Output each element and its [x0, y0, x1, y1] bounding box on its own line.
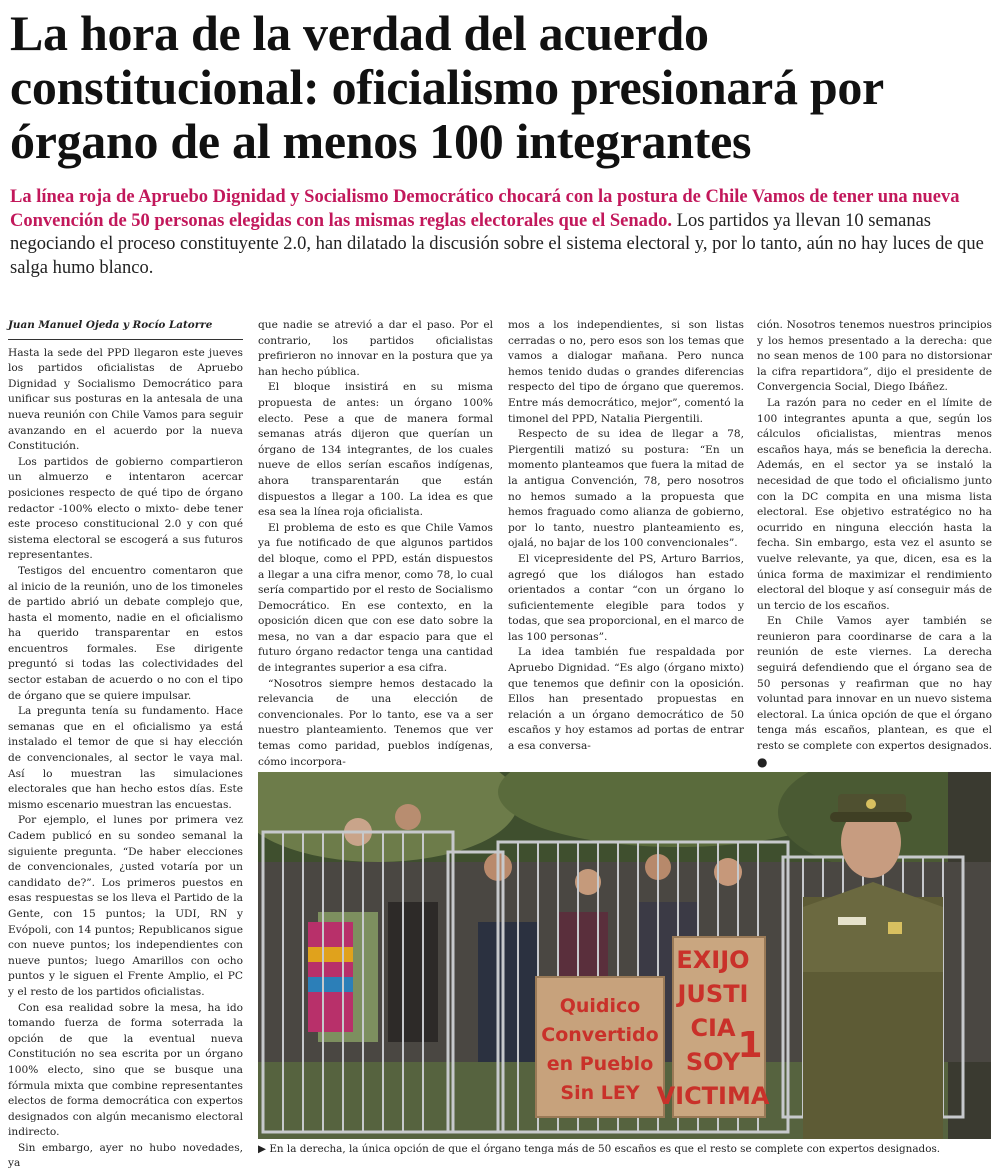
sign-right-line: VICTIMA — [656, 1082, 770, 1110]
byline: Juan Manuel Ojeda y Rocío Latorre — [8, 318, 243, 340]
paragraph: La pregunta tenía su fundamento. Hace semanas que en el oficialismo ya está instalado el temor de que si hay elección de convencionales, al sector le vaya mal. Así lo muestran las simulaciones electorales que han hecho estos días. Este mismo escenario muestran las encuestas. — [8, 705, 243, 811]
paragraph: Los partidos de gobierno compartieron un almuerzo e intentaron acercar posiciones respecto de qué tipo de órgano redactor -100% electo o mixto- debe tener este proceso constitucional 2.0 y con qué sistema electoral se escogerá a sus futuros representantes. — [8, 455, 243, 562]
paragraph: Con esa realidad sobre la mesa, ha ido tomando fuerza de forma soterrada la opción de que la eventual nueva Constitución no sea escrita por un órgano 100% electo, sino que se busque una fórmula mixta que combine representantes electos de forma democrática con expertos designados con algún mecanismo electoral indirecto. — [8, 1001, 243, 1139]
column-1 — [8, 318, 243, 1172]
caption-text: En la derecha, la única opción de que el órgano tenga más de 50 escaños es que el resto se complete con expertos designados. — [269, 1143, 941, 1155]
sign-left-line: en Pueblo — [546, 1053, 654, 1075]
column-4 — [757, 318, 992, 771]
paragraph: La idea también fue respaldada por Apruebo Dignidad. “Es algo (órgano mixto) que tenemos que definir con la oposición. Ellos han presentado propuestas en relación a un órgano democrático de 50 escaños y hoy estamos ad portas de entrar a esa conversa- — [508, 646, 744, 753]
paragraph — [757, 614, 992, 771]
paragraph: La razón para no ceder en el límite de 100 integrantes apunta a que, según los cálculos oficialistas, mientras menos escaños haya, más se beneficia la derecha. Además, en el sector ya se instaló la necesidad de que todo el oficialismo junto con la DC compita en una misma lista electoral. Ese objetivo estratégico no ha ocurrido en ninguna elección hasta la fecha. Sin embargo, esta vez el asunto se vuelve relevante, ya que, dicen, esa es la única forma de maximizar el rendimiento electoral del bloque y así conseguir más de un tercio de los escaños. — [757, 396, 992, 612]
paragraph: Testigos del encuentro comentaron que al inicio de la reunión, uno de los timoneles de partido abrió un debate complejo que, hasta el momento, nadie en el oficialismo ha querido transparentar en estos encuentros formales. Ese dirigente preguntó si todas las colectividades del sector estaban de acuerdo o no con el tipo de órgano que se quiere impulsar. — [8, 564, 243, 702]
photo-caption — [258, 1142, 993, 1156]
article-deck — [10, 186, 985, 280]
paragraph: Hasta la sede del PPD llegaron este jueves los partidos oficialistas de Apruebo Dignidad y Socialismo Democrático para unificar sus posturas en la antesala de una nueva reunión con Chile Vamos para seguir avanzando en el acuerdo por la nueva Constitución. — [8, 346, 243, 453]
sign-left-line: Convertido — [541, 1024, 659, 1046]
sign-left-line: Quidico — [559, 995, 641, 1017]
sign-right-line: CIA — [690, 1014, 736, 1042]
column-3 — [508, 318, 744, 755]
paragraph-text: En Chile Vamos ayer también se reunieron para coordinarse de cara a la reunión de este viernes. La derecha seguirá defendiendo que el órgano sea de 50 personas y reafirman que no hay voluntad para innovar en un nuevo sistema electoral. La única opción de que el órgano tenga más escaños, plantean, es que el resto se complete con expertos designados. — [757, 615, 992, 753]
paragraph: El bloque insistirá en su misma propuesta de antes: un órgano 100% electo. Pese a que de manera formal semanas atrás dijeron que querían un órgano de 134 integrantes, de los cuales nueve de ellos serían escaños indígenas, ahora transparentarán que están dispuestos a llegar a 100. La idea es que esa sea la línea roja oficialista. — [258, 381, 493, 519]
paragraph: mos a los independientes, si son listas cerradas o no, pero esos son los temas que vamos a dialogar mañana. Pero nunca hemos tenido dudas o grandes diferencias respecto del tipo de órgano que queremos. Entre más democrático, mejor”, comentó la timonel del PPD, Natalia Piergentili. — [508, 319, 744, 425]
paragraph: que nadie se atrevió a dar el paso. Por el contrario, los partidos oficialistas prefirieron no innovar en la postura que ya han hecho pública. — [258, 319, 493, 378]
paragraph: Sin embargo, ayer no hubo novedades, ya — [8, 1141, 243, 1170]
paragraph: Por ejemplo, el lunes por primera vez Cadem publicó en su sondeo semanal la siguiente pregunta. “De haber elecciones de convencionales, ¿usted votaría por un candidato de?”. Los primeros puestos en esas respuestas se los lleva el Partido de la Gente, con 15 puntos; la UDI, RN y Evópoli, con 14 puntos; Republicanos sigue con nueve puntos; los independientes con nueve puntos; luego Amarillos con ocho puntos y le siguen el Frente Amplio, el PC y el resto de los partidos oficialistas. — [8, 814, 243, 998]
paragraph: El problema de esto es que Chile Vamos ya fue notificado de que algunos partidos del bloque, como el PPD, están dispuestos a llegar a una cifra menor, como 78, lo cual sería compartido por el resto de Socialismo Democrático. En ese contexto, en la oposición dicen que con ese dato sobre la mesa, no van a dar espacio para que el futuro órgano redactor tenga una cantidad de integrantes superior a esa cifra. — [258, 521, 493, 675]
column-2 — [258, 318, 493, 770]
paragraph: Respecto de su idea de llegar a 78, Piergentili matizó su postura: “En un momento planteamos que fuera la mitad de la antigua Convención, 78, pero nosotros no hemos sumado a la propuesta que hemos fraguado como alianza de gobierno, por lo tanto, nuestro planteamiento es, ojalá, no bajar de los 100 convencionales”. — [508, 428, 744, 550]
paragraph: “Nosotros siempre hemos destacado la relevancia de una elección de convencionales. Por lo tanto, ese va a ser nuestro planteamiento. Tenemos que ver temas como paridad, pueblos indígenas, cómo incorpora- — [258, 677, 493, 768]
sign-right-line: JUSTI — [677, 980, 749, 1008]
caption-arrow-icon: ▶ — [258, 1143, 266, 1155]
deck-rest: Los partidos ya llevan 10 semanas negociando el proceso constituyente 2.0, han dilatado la discusión sobre el sistema electoral y, por lo tanto, aún no hay luces de que salga humo blanco. — [10, 210, 984, 278]
sign-right-line: EXIJO — [676, 946, 750, 974]
end-mark-icon: ● — [757, 754, 768, 769]
news-photo — [258, 772, 991, 1139]
paragraph: El vicepresidente del PS, Arturo Barrios, agregó que los diálogos han estado orientados a contar “con un órgano lo suficientemente elegible para todos y todas, que sea proporcional, en el marco de las 100 personas”. — [508, 552, 744, 643]
paragraph: ción. Nosotros tenemos nuestros principios y los hemos presentado a la derecha: que no sean menos de 100 para no distorsionar la cifra repartidora”, dijo el presidente de Convergencia Social, Diego Ibáñez. — [757, 319, 992, 394]
sign-right-number: 1 — [737, 1025, 763, 1066]
sign-right-line: SOY — [685, 1048, 741, 1076]
deck-lead: La línea roja de Apruebo Dignidad y Socialismo Democrático chocará con la postura de Chile Vamos de tener una nueva Convención de 50 personas elegidas con las mismas reglas electorales que el Senado. — [10, 187, 960, 231]
photo-illustration — [258, 772, 991, 1139]
article-headline: La hora de la verdad del acuerdo constitucional: oficialismo presionará por órgano de al menos 100 integrantes — [10, 5, 884, 169]
sign-left-line: Sin LEY — [560, 1082, 640, 1104]
